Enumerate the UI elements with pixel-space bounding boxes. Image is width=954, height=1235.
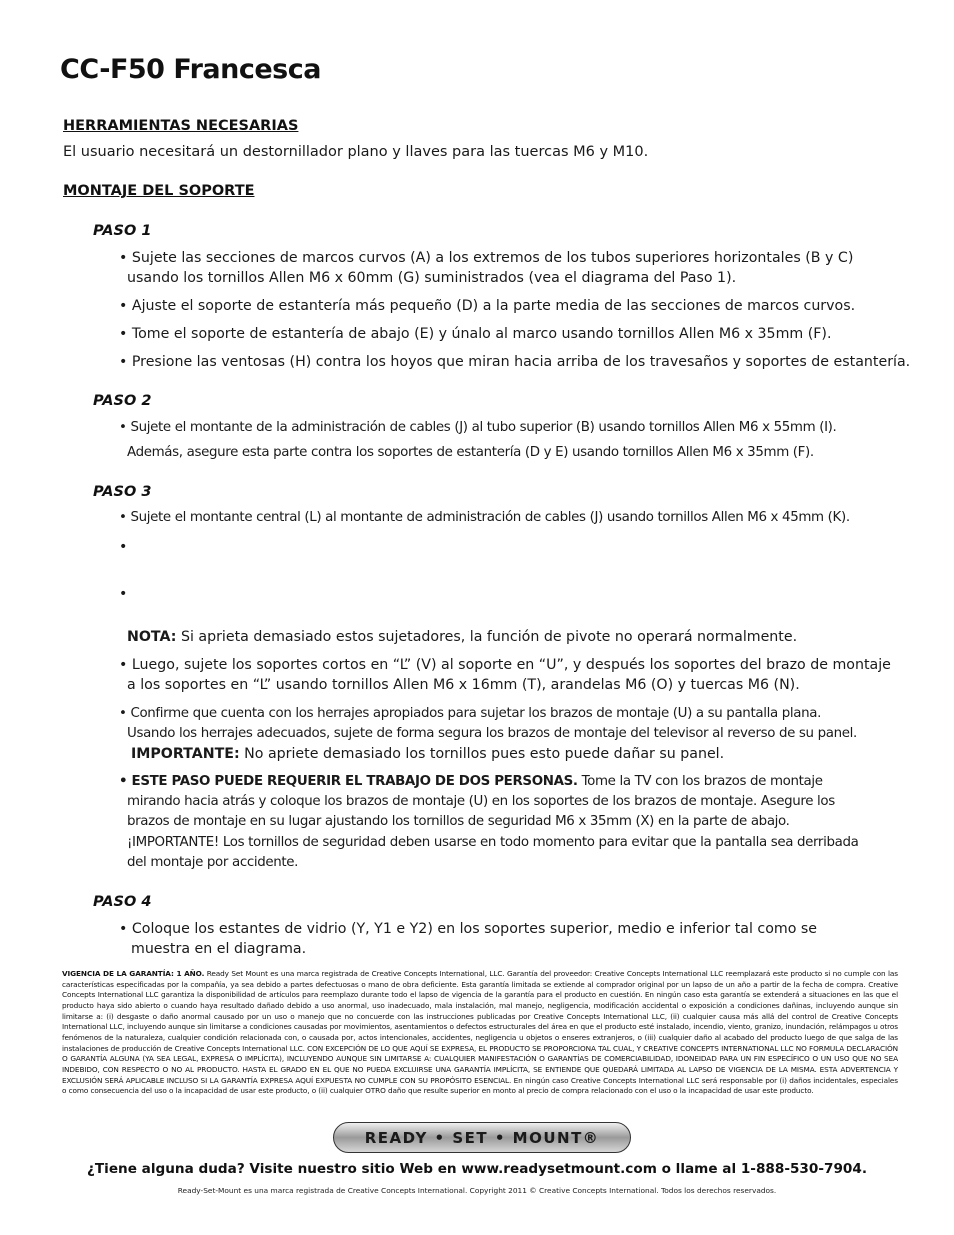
copyright: Ready-Set-Mount es una marca registrada de Creative Concepts International. Copyright 2011 © Creative Concepts International. Todos los derechos reservados. [177, 1186, 777, 1195]
step3-bullet4-line2: mirando hacia atrás y coloque los brazos de montaje (U) en los soportes de los brazos de montaje. Asegure los [127, 794, 835, 809]
step1-bullet1-line1: • Sujete las secciones de marcos curvos (A) a los extremos de los tubos superiores horizontales (B y C) [119, 250, 854, 266]
step3-bullet4-line1 [119, 772, 823, 792]
tools-heading: HERRAMIENTAS NECESARIAS [63, 118, 299, 134]
warranty-text [62, 969, 898, 1097]
step2-label: PASO 2 [93, 393, 152, 409]
step3-bullet3-line1: • Confirme que cuenta con los herrajes apropiados para sujetar los brazos de montaje (U) a su pantalla plana. [119, 706, 821, 721]
ready-set-mount-logo [333, 1122, 631, 1153]
note-label: NOTA: [127, 629, 177, 645]
step3-bullet4-line5: del montaje por accidente. [127, 855, 299, 870]
step1-bullet2: • Ajuste el soporte de estantería más pequeño (D) a la parte media de las secciones de marcos curvos. [119, 298, 856, 314]
step3-label: PASO 3 [93, 484, 152, 500]
logo-text: READY • SET • MOUNT® [364, 1129, 600, 1147]
step1-bullet1-line2: usando los tornillos Allen M6 x 60mm (G) suministrados (vea el diagrama del Paso 1). [127, 270, 737, 286]
assembly-heading: MONTAJE DEL SOPORTE [63, 183, 255, 199]
step3-bullet1: • Sujete el montante central (L) al montante de administración de cables (J) usando tornillos Allen M6 x 45mm (K). [119, 510, 850, 525]
important-text: No apriete demasiado los tornillos pues esto puede dañar su panel. [239, 746, 725, 762]
step3-bullet2-line1: • Luego, sujete los soportes cortos en “L” (V) al soporte en “U”, y después los soportes del brazo de montaje [119, 657, 891, 673]
step3-important [131, 744, 724, 764]
step3-bullet3-line2: Usando los herrajes adecuados, sujete de forma segura los brazos de montaje del televisor al reverso de su panel. [127, 726, 857, 741]
contact-question: ¿Tiene alguna duda? Visite nuestro sitio Web en www.readysetmount.com o llame al 1-888-530-7904. [87, 1161, 867, 1177]
step1-bullet3: • Tome el soporte de estantería de abajo (E) y únalo al marco usando tornillos Allen M6 x 35mm (F). [119, 326, 832, 342]
step3-bullet4-line3: brazos de montaje en su lugar ajustando los tornillos de seguridad M6 x 35mm (X) en la parte de abajo. [127, 814, 790, 829]
step4-bullet1-line1: • Coloque los estantes de vidrio (Y, Y1 e Y2) en los soportes superior, medio e inferior tal como se [119, 921, 818, 937]
two-person-warning: • ESTE PASO PUEDE REQUERIR EL TRABAJO DE DOS PERSONAS. [119, 774, 578, 789]
tools-text: El usuario necesitará un destornillador plano y llaves para las tuercas M6 y M10. [63, 144, 649, 160]
warranty-label: VIGENCIA DE LA GARANTÍA: 1 AÑO. [62, 969, 205, 978]
step4-label: PASO 4 [93, 894, 152, 910]
important-label: IMPORTANTE: [131, 746, 240, 762]
step2-bullet1-line2: Además, asegure esta parte contra los soportes de estantería (D y E) usando tornillos Allen M6 x 35mm (F). [127, 445, 814, 460]
page-title: CC-F50 Francesca [60, 54, 321, 85]
step3-bullet4-line1-rest: Tome la TV con los brazos de montaje [577, 774, 823, 789]
warranty-body: Ready Set Mount es una marca registrada de Creative Concepts International, LLC. Garantía del proveedor: Creative Concepts International LLC reemplazará este producto si no cumple con las características especificadas por la compañía, ya sea debido a partes defectuosas o mano de obra deficiente. Esta garantía limitada se extiende al comprador original por un lapso de un año a partir de la fecha de compra. Creative Concepts International LLC garantiza la disponibilidad de artículos para reemplazo durante todo el lapso de vigencia de la garantía para el producto en cuestión. En ningún caso esta garantía se extenderá a situaciones en las que el producto haya sido abierto o cuando haya resultado dañado debido a uso anormal, uso inadecuado, mala instalación, mal manejo, negligencia, modificación accidental o exposición a condiciones dañinas, incluyendo aunque sin limitarse a: (i) desgaste o daño anormal causado por un uso o manejo que no concuerde con las instrucciones publicadas por Creative Concepts International LLC, (ii) cualquier causa más allá del control de Creative Concepts International LLC, incluyendo aunque sin limitarse a condiciones causadas por movimientos, asentamientos o defectos estructurales del área en que el producto esté instalado, incendio, viento, granizo, inundación, relámpagos u otros fenómenos de la naturaleza, cualquier condición relacionada con, o causada por, actos intencionales, accidentes, negligencia u objetos o enseres extranjeros, o (iii) cualquier daño al acabado del producto luego de que salga de las instalaciones de producción de Creative Concepts International LLC. CON EXCEPCIÓN DE LO QUE AQUÍ SE EXPRESA, EL PRODUCTO SE PROPORCIONA TAL CUAL, Y CREATIVE CONCEPTS INTERNATIONAL LLC NO FORMULA DECLARACIÓN O GARANTÍA ALGUNA (YA SEA LEGAL, EXPRESA O IMPLÍCITA), INCLUYENDO AUNQUE SIN LIMITARSE A: CUALQUIER MANIFESTACIÓN O GARANTÍAS DE COMERCIABILIDAD, IDONEIDAD PARA UN FIN ESPECÍFICO O UN USO QUE NO SEA INDEBIDO, CON RESPECTO O NO AL PRODUCTO. HASTA EL GRADO EN EL QUE NO PUEDA EXCLUIRSE UNA GARANTÍA IMPLÍCITA, SE ENTIENDE QUE QUEDARÁ LIMITADA AL LAPSO DE VIGENCIA DE LA MISMA. ESTA ADVERTENCIA Y EXCLUSIÓN SERÁ APLICABLE INCLUSO SI LA GARANTÍA EXPRESA AQUÍ EXPUESTA NO CUMPLE CON SU PROPÓSITO ESENCIAL. En ningún caso Creative Concepts International LLC será responsable por (i) daños incidentales, especiales o como consecuencia del uso o la incapacidad de usar este producto, o (ii) cualquier OTRO daño que resulte superior en monto al precio de compra relacionado con el uso o la incapacidad de usar este producto. [62, 969, 898, 1096]
step3-note [127, 627, 797, 647]
step2-bullet1-line1: • Sujete el montante de la administración de cables (J) al tubo superior (B) usando tornillos Allen M6 x 55mm (I). [119, 420, 837, 435]
step1-bullet4: • Presione las ventosas (H) contra los hoyos que miran hacia arriba de los travesaños y soportes de estantería. [119, 354, 911, 370]
step4-bullet1-line2: muestra en el diagrama. [131, 941, 307, 957]
step3-bullet4-line4: ¡IMPORTANTE! Los tornillos de seguridad deben usarse en todo momento para evitar que la pantalla sea derribada [127, 835, 859, 850]
step3-empty-bullet-1: • [119, 539, 128, 555]
step3-empty-bullet-2: • [119, 586, 128, 602]
step1-label: PASO 1 [93, 223, 152, 239]
note-text: Si aprieta demasiado estos sujetadores, la función de pivote no operará normalmente. [176, 629, 798, 645]
step3-bullet2-line2: a los soportes en “L” usando tornillos Allen M6 x 16mm (T), arandelas M6 (O) y tuercas M6 (N). [127, 677, 800, 693]
